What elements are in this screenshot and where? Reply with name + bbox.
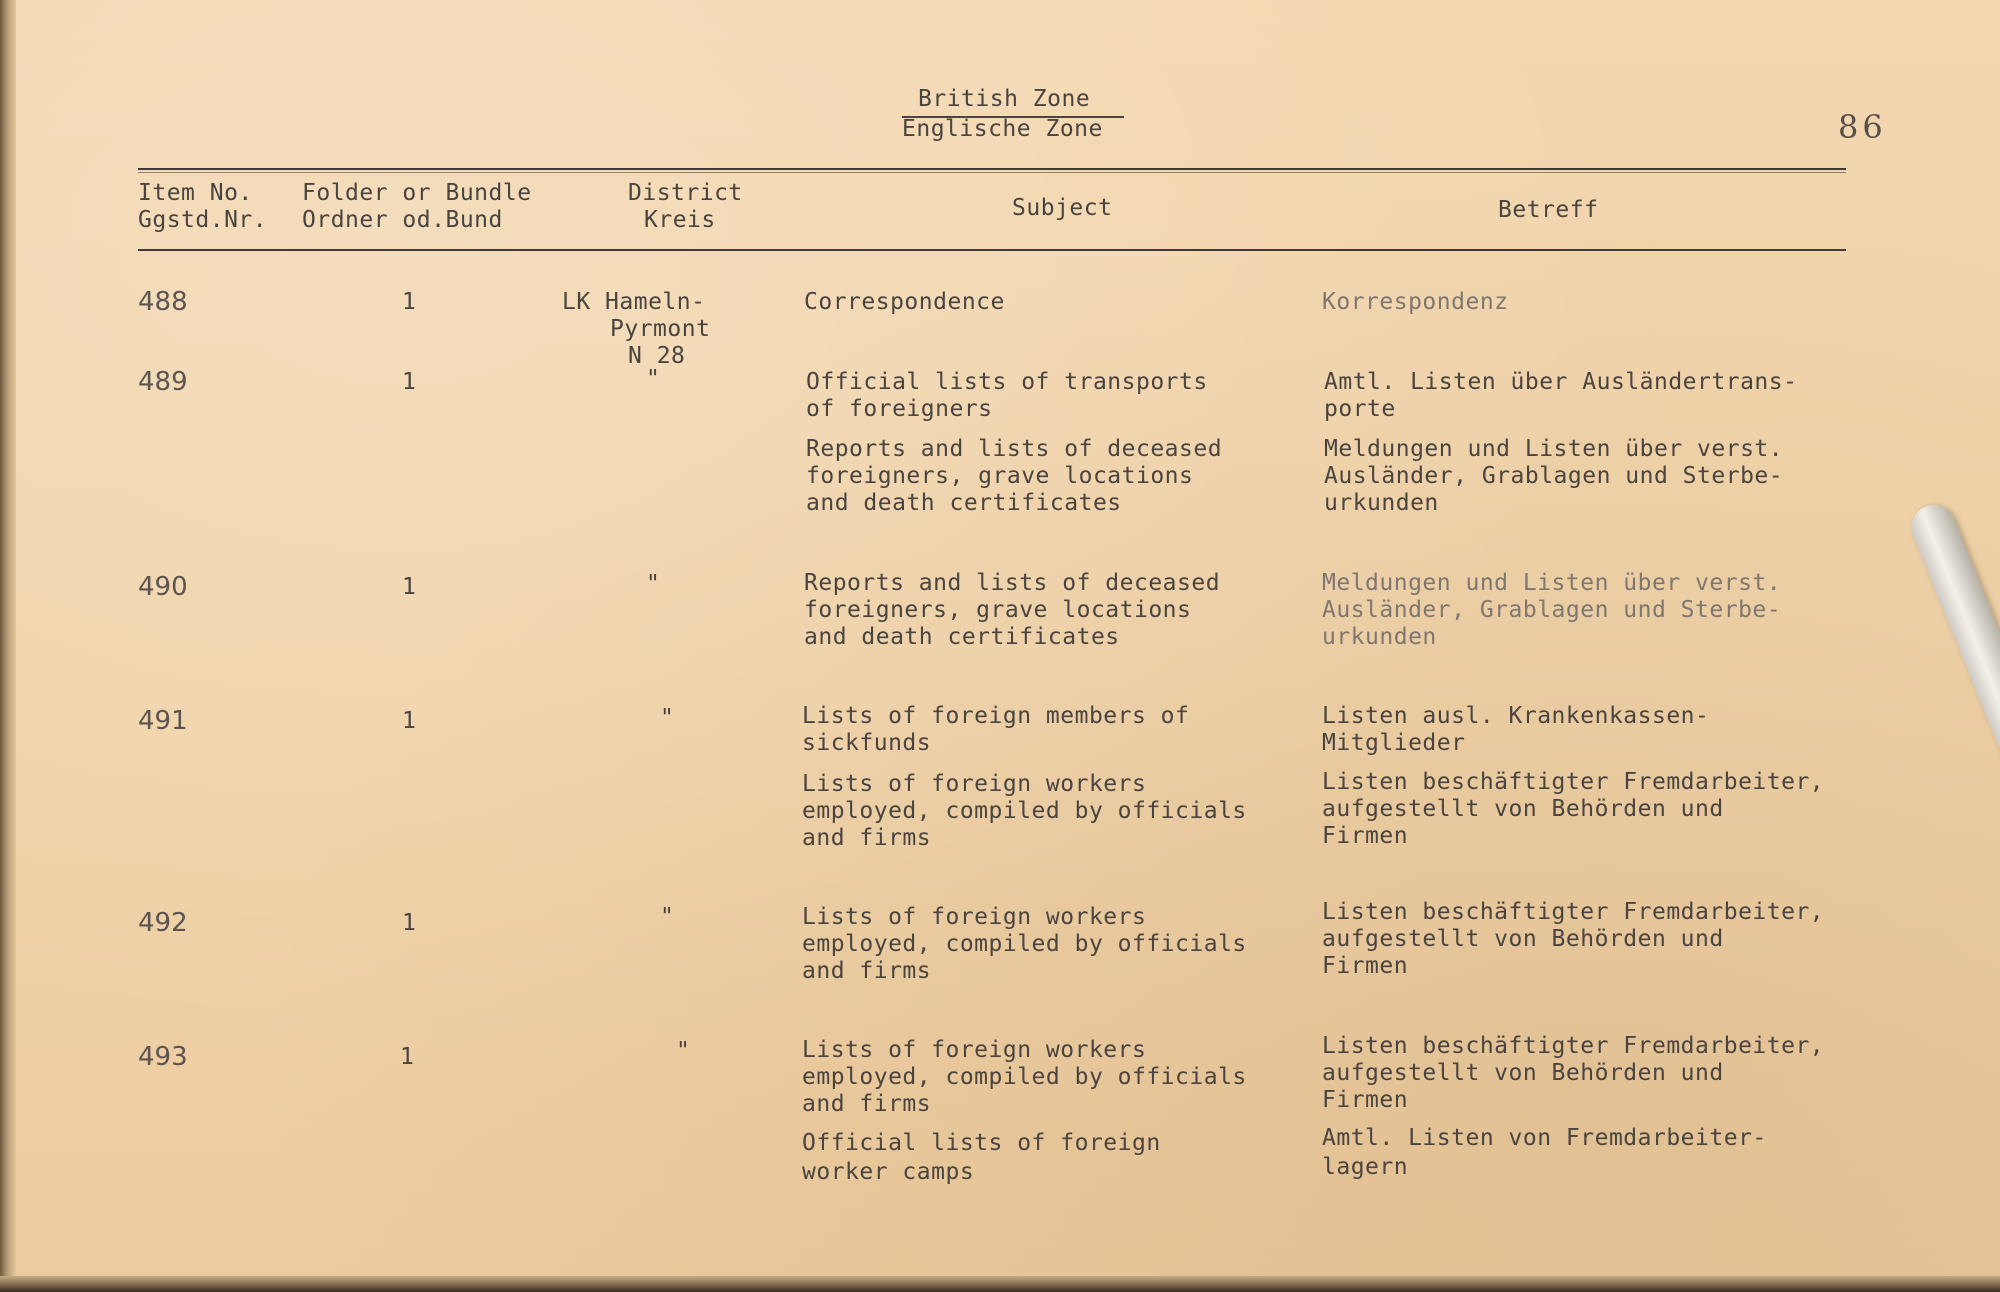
subject-line: sickfunds — [802, 730, 932, 756]
subject-line: and firms — [802, 825, 932, 851]
subject-line: Lists of foreign members of — [802, 703, 1190, 729]
zone-title-en: British Zone — [918, 86, 1091, 112]
header-top-rule-2 — [138, 172, 1846, 173]
zone-title-de: Englische Zone — [902, 116, 1103, 142]
item-number: 488 — [138, 287, 188, 317]
ditto-mark: " — [676, 1038, 691, 1064]
betreff-line: aufgestellt von Behörden und — [1322, 796, 1724, 822]
subject-line: and firms — [802, 1091, 932, 1117]
col-folder-en: Folder or Bundle — [302, 180, 532, 206]
betreff-line: urkunden — [1324, 490, 1439, 516]
district-line: Pyrmont — [610, 316, 711, 342]
ditto-mark: " — [646, 366, 661, 392]
subject-line: of foreigners — [806, 396, 993, 422]
betreff-line: Listen beschäftigter Fremdarbeiter, — [1322, 769, 1825, 795]
col-item-de: Ggstd.Nr. — [138, 207, 268, 233]
betreff-line: Firmen — [1322, 1087, 1409, 1113]
betreff-line: aufgestellt von Behörden und — [1322, 1060, 1724, 1086]
header-bottom-rule — [138, 249, 1846, 251]
betreff-line: urkunden — [1322, 624, 1437, 650]
binding-edge — [0, 0, 16, 1292]
betreff-line: Korrespondenz — [1322, 289, 1509, 315]
subject-line: and death certificates — [806, 490, 1122, 516]
folder-count: 1 — [402, 369, 417, 395]
betreff-line: aufgestellt von Behörden und — [1322, 926, 1724, 952]
betreff-line: Ausländer, Grablagen und Sterbe- — [1322, 597, 1782, 623]
subject-line: and death certificates — [804, 624, 1120, 650]
subject-line: Lists of foreign workers — [802, 771, 1147, 797]
item-number: 492 — [138, 908, 188, 938]
subject-line: Official lists of transports — [806, 369, 1208, 395]
folder-count: 1 — [402, 910, 417, 936]
subject-line: employed, compiled by officials — [802, 798, 1247, 824]
district-line: LK Hameln- — [562, 289, 706, 315]
folder-count: 1 — [402, 574, 417, 600]
betreff-line: lagern — [1322, 1154, 1409, 1180]
betreff-line: Meldungen und Listen über verst. — [1324, 436, 1784, 462]
col-folder-de: Ordner od.Bund — [302, 207, 503, 233]
subject-line: employed, compiled by officials — [802, 931, 1247, 957]
folder-count: 1 — [402, 708, 417, 734]
item-number: 493 — [138, 1042, 188, 1072]
subject-line: foreigners, grave locations — [804, 597, 1192, 623]
ditto-mark: " — [660, 904, 675, 930]
betreff-line: Listen beschäftigter Fremdarbeiter, — [1322, 1033, 1825, 1059]
ditto-mark: " — [660, 705, 675, 731]
page-bottom-edge — [0, 1276, 2000, 1292]
subject-line: Lists of foreign workers — [802, 904, 1147, 930]
betreff-line: Listen beschäftigter Fremdarbeiter, — [1322, 899, 1825, 925]
subject-line: Official lists of foreign — [802, 1130, 1161, 1156]
folder-count: 1 — [400, 1044, 415, 1070]
col-district-de: Kreis — [644, 207, 716, 233]
subject-line: foreigners, grave locations — [806, 463, 1194, 489]
col-subject: Subject — [1012, 195, 1113, 221]
col-item-en: Item No. — [138, 180, 253, 206]
betreff-line: Ausländer, Grablagen und Sterbe- — [1324, 463, 1784, 489]
betreff-line: Listen ausl. Krankenkassen- — [1322, 703, 1710, 729]
subject-line: and firms — [802, 958, 932, 984]
betreff-line: Amtl. Listen von Fremdarbeiter- — [1322, 1125, 1767, 1151]
item-number: 491 — [138, 706, 188, 736]
paper-clip — [1905, 499, 2000, 821]
district-line: N 28 — [628, 343, 686, 369]
subject-line: Reports and lists of deceased — [804, 570, 1221, 596]
col-betreff: Betreff — [1498, 197, 1599, 223]
subject-line: Reports and lists of deceased — [806, 436, 1223, 462]
folder-count: 1 — [402, 289, 417, 315]
col-district-en: District — [628, 180, 743, 206]
page-number: 86 — [1838, 108, 1887, 146]
ditto-mark: " — [646, 571, 661, 597]
item-number: 489 — [138, 367, 188, 397]
subject-line: Correspondence — [804, 289, 1005, 315]
betreff-line: Firmen — [1322, 823, 1409, 849]
subject-line: Lists of foreign workers — [802, 1037, 1147, 1063]
betreff-line: Meldungen und Listen über verst. — [1322, 570, 1782, 596]
betreff-line: Amtl. Listen über Ausländertrans- — [1324, 369, 1798, 395]
header-top-rule — [138, 168, 1846, 170]
item-number: 490 — [138, 572, 188, 602]
betreff-line: porte — [1324, 396, 1396, 422]
subject-line: worker camps — [802, 1159, 975, 1185]
betreff-line: Mitglieder — [1322, 730, 1466, 756]
betreff-line: Firmen — [1322, 953, 1409, 979]
subject-line: employed, compiled by officials — [802, 1064, 1247, 1090]
